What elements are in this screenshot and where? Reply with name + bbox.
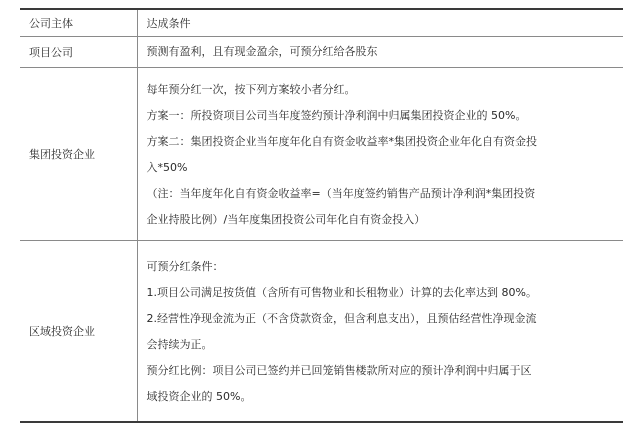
condition-line: （注：当年度年化自有资金收益率=（当年度签约销售产品预计净利润*集团投资 [146, 187, 536, 200]
table-row [20, 37, 623, 68]
condition-line: 2.经营性净现金流为正（不含贷款资金，但含利息支出），且预估经营性净现金流 [146, 312, 537, 325]
entity-cell: 项目公司 [20, 37, 137, 68]
header-conditions: 达成条件 [137, 9, 623, 37]
condition-line: 企业持股比例）/当年度集团投资公司年化自有资金投入） [146, 213, 426, 226]
condition-line: 可预分红条件： [146, 260, 224, 273]
condition-line: 预测有盈利，且有现金盈余，可预分红给各股东 [146, 45, 378, 58]
table-row [20, 68, 623, 241]
table-row [20, 241, 623, 423]
table-header-row [20, 9, 623, 37]
dividend-conditions-table [20, 8, 623, 423]
condition-line: 1.项目公司满足按货值（含所有可售物业和长租物业）计算的去化率达到 80%。 [146, 286, 537, 299]
condition-line: 会持续为正。 [146, 338, 213, 351]
condition-line: 域投资企业的 50%。 [146, 390, 252, 403]
condition-line: 每年预分红一次，按下列方案较小者分红。 [146, 83, 356, 96]
entity-cell: 集团投资企业 [20, 68, 137, 241]
entity-cell: 区域投资企业 [20, 241, 137, 423]
header-entity: 公司主体 [20, 9, 137, 37]
condition-line: 预分红比例：项目公司已签约并已回笼销售楼款所对应的预计净利润中归属于区 [146, 364, 532, 377]
condition-line: 入*50% [146, 161, 188, 174]
condition-line: 方案一：所投资项目公司当年度签约预计净利润中归属集团投资企业的 50%。 [146, 109, 527, 122]
conditions-cell [137, 37, 623, 68]
conditions-cell [137, 68, 623, 241]
condition-line: 方案二：集团投资企业当年度年化自有资金收益率*集团投资企业年化自有资金投 [146, 135, 537, 148]
conditions-cell [137, 241, 623, 423]
